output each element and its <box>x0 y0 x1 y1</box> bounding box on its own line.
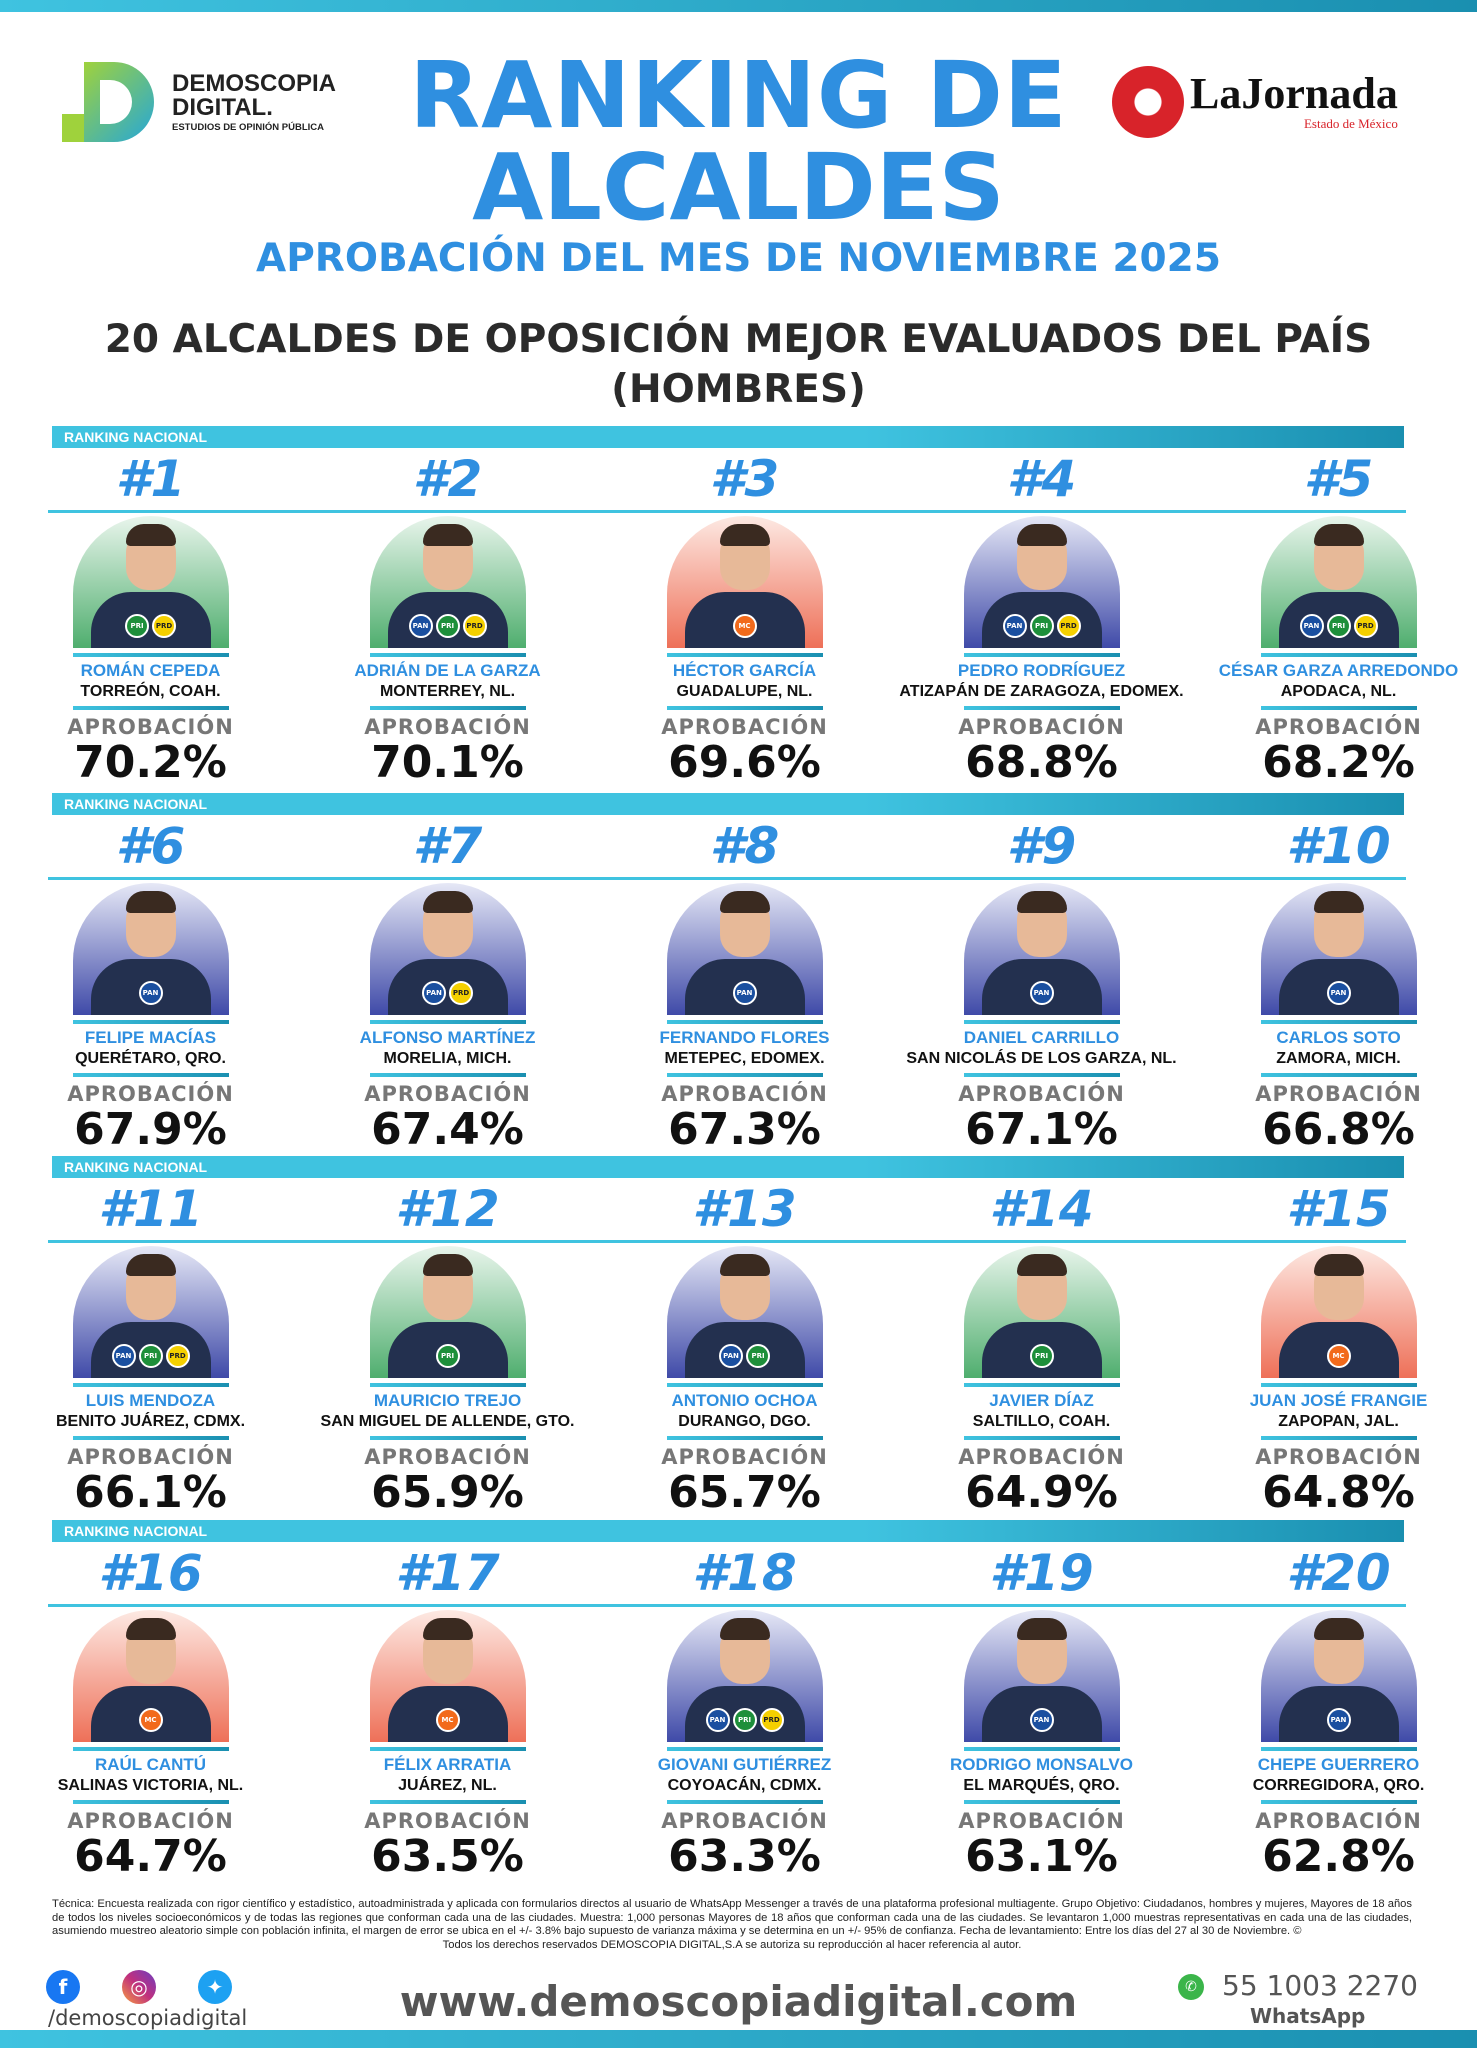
party-badges <box>1261 1708 1417 1732</box>
name-divider <box>73 1020 229 1024</box>
mayor-photo <box>667 516 823 648</box>
mayor-card <box>893 1544 1190 1880</box>
name-divider <box>964 653 1120 657</box>
name-divider <box>667 653 823 657</box>
rank-number: #19 <box>989 1544 1094 1602</box>
city-divider <box>667 706 823 710</box>
mayor-name: FERNANDO FLORES <box>659 1028 830 1047</box>
mayor-city: COYOACÁN, CDMX. <box>667 1777 822 1794</box>
mayor-card <box>299 1180 596 1516</box>
rank-number: #18 <box>692 1544 797 1602</box>
mayor-name: ANTONIO OCHOA <box>671 1391 818 1410</box>
mayor-name: RODRIGO MONSALVO <box>950 1755 1133 1774</box>
rank-number: #16 <box>98 1544 203 1602</box>
approval-value: 64.7% <box>74 1831 227 1882</box>
facebook-icon[interactable]: f <box>46 1970 80 2004</box>
mayor-city: EL MARQUÉS, QRO. <box>963 1777 1120 1794</box>
title-line-2: ALCALDES <box>472 134 1005 241</box>
person-hair <box>1314 1254 1364 1276</box>
mayor-card <box>596 1544 893 1880</box>
person-hair <box>720 891 770 913</box>
mayor-name: ROMÁN CEPEDA <box>80 661 221 680</box>
party-pri-icon: PRI <box>1030 1344 1054 1368</box>
mayor-name: DANIEL CARRILLO <box>963 1028 1120 1047</box>
city-divider <box>1261 1436 1417 1440</box>
name-divider <box>370 1383 526 1387</box>
rank-number: #1 <box>115 450 186 508</box>
party-badges <box>1261 981 1417 1005</box>
approval-label: APROBACIÓN <box>1255 715 1422 739</box>
mayor-name: CARLOS SOTO <box>1276 1028 1401 1047</box>
mayor-name: CHEPE GUERRERO <box>1257 1755 1420 1774</box>
mayor-city: ATIZAPÁN DE ZARAGOZA, EDOMEX. <box>899 683 1184 700</box>
mayor-card <box>596 1180 893 1516</box>
name-divider <box>1261 1383 1417 1387</box>
approval-label: APROBACIÓN <box>1255 1445 1422 1469</box>
mayor-card <box>1190 1180 1477 1516</box>
mayor-photo <box>1261 883 1417 1015</box>
mayor-city: SAN NICOLÁS DE LOS GARZA, NL. <box>906 1050 1177 1067</box>
party-pan-icon: PAN <box>139 981 163 1005</box>
name-divider <box>370 1020 526 1024</box>
rank-number: #17 <box>395 1544 500 1602</box>
party-prd-icon: PRD <box>1057 614 1081 638</box>
party-badges <box>73 1708 229 1732</box>
logo-text-2: DIGITAL. <box>172 93 273 121</box>
party-pan-icon: PAN <box>1327 981 1351 1005</box>
person-hair <box>1314 1618 1364 1640</box>
person-hair <box>423 1254 473 1276</box>
subtitle: APROBACIÓN DEL MES DE NOVIEMBRE 2025 <box>256 236 1221 281</box>
rank-number: #5 <box>1303 450 1374 508</box>
approval-label: APROBACIÓN <box>661 1445 828 1469</box>
mayor-photo <box>73 1246 229 1378</box>
whatsapp-icon: ✆ <box>1178 1974 1204 2000</box>
party-badges <box>370 1708 526 1732</box>
mayor-photo <box>1261 1246 1417 1378</box>
mayor-name: MAURICIO TREJO <box>373 1391 522 1410</box>
name-divider <box>964 1020 1120 1024</box>
party-badges <box>370 1344 526 1368</box>
mayor-card <box>2 1180 299 1516</box>
person-hair <box>126 524 176 546</box>
party-pri-icon: PRI <box>436 1344 460 1368</box>
party-pri-icon: PRI <box>436 614 460 638</box>
whatsapp-label: WhatsApp <box>1250 2004 1366 2028</box>
mayor-card <box>299 450 596 786</box>
title-line-1: RANKING DE <box>409 42 1068 149</box>
person-hair <box>126 1254 176 1276</box>
party-prd-icon: PRD <box>463 614 487 638</box>
mayor-name: ADRIÁN DE LA GARZA <box>354 661 541 680</box>
approval-label: APROBACIÓN <box>364 1082 531 1106</box>
approval-value: 67.3% <box>668 1104 821 1155</box>
mayor-photo <box>370 1610 526 1742</box>
mayor-photo <box>1261 516 1417 648</box>
ranking-section-bar: RANKING NACIONAL <box>52 426 1404 448</box>
name-divider <box>667 1020 823 1024</box>
city-divider <box>73 1073 229 1077</box>
mayor-photo <box>964 1610 1120 1742</box>
city-divider <box>73 1436 229 1440</box>
party-pan-icon: PAN <box>112 1344 136 1368</box>
mayor-photo <box>964 1246 1120 1378</box>
mayor-city: SALTILLO, COAH. <box>972 1413 1111 1430</box>
bottom-accent-bar <box>0 2030 1477 2048</box>
name-divider <box>1261 1747 1417 1751</box>
mayor-city: METEPEC, EDOMEX. <box>664 1050 825 1067</box>
name-divider <box>964 1383 1120 1387</box>
party-badges <box>370 614 526 638</box>
rank-number: #9 <box>1006 817 1077 875</box>
name-divider <box>73 1383 229 1387</box>
approval-value: 67.9% <box>74 1104 227 1155</box>
city-divider <box>73 1800 229 1804</box>
name-divider <box>1261 1020 1417 1024</box>
city-divider <box>964 1436 1120 1440</box>
approval-value: 63.1% <box>965 1831 1118 1882</box>
approval-label: APROBACIÓN <box>67 1082 234 1106</box>
name-divider <box>73 1747 229 1751</box>
rank-number: #13 <box>692 1180 797 1238</box>
instagram-icon[interactable]: ◎ <box>122 1970 156 2004</box>
party-badges <box>370 981 526 1005</box>
party-pri-icon: PRI <box>139 1344 163 1368</box>
city-divider <box>1261 1800 1417 1804</box>
approval-label: APROBACIÓN <box>67 715 234 739</box>
approval-value: 62.8% <box>1262 1831 1415 1882</box>
mayor-city: SAN MIGUEL DE ALLENDE, GTO. <box>320 1413 575 1430</box>
rank-number: #6 <box>115 817 186 875</box>
city-divider <box>73 706 229 710</box>
mayor-card <box>596 817 893 1153</box>
approval-value: 65.7% <box>668 1467 821 1518</box>
mayor-city: GUADALUPE, NL. <box>676 683 813 700</box>
person-hair <box>423 524 473 546</box>
approval-label: APROBACIÓN <box>364 715 531 739</box>
party-prd-icon: PRD <box>166 1344 190 1368</box>
ranking-section-bar: RANKING NACIONAL <box>52 793 1404 815</box>
mayor-card <box>1190 817 1477 1153</box>
name-divider <box>370 653 526 657</box>
rank-number: #7 <box>412 817 483 875</box>
party-pan-icon: PAN <box>1003 614 1027 638</box>
party-badges <box>667 614 823 638</box>
mayor-card <box>893 450 1190 786</box>
party-badges <box>964 1344 1120 1368</box>
mayor-name: GIOVANI GUTIÉRREZ <box>657 1755 832 1774</box>
party-pan-icon: PAN <box>1327 1708 1351 1732</box>
ranking-section-bar: RANKING NACIONAL <box>52 1520 1404 1542</box>
mayor-card <box>893 817 1190 1153</box>
party-badges <box>964 981 1120 1005</box>
mayor-city: ZAPOPAN, JAL. <box>1278 1413 1399 1430</box>
approval-label: APROBACIÓN <box>364 1809 531 1833</box>
city-divider <box>370 1436 526 1440</box>
name-divider <box>964 1747 1120 1751</box>
approval-label: APROBACIÓN <box>958 1445 1125 1469</box>
mayor-card <box>596 450 893 786</box>
phone-number[interactable]: 55 1003 2270 <box>1222 1969 1418 2002</box>
mayor-city: DURANGO, DGO. <box>678 1413 811 1430</box>
mayor-photo <box>667 1246 823 1378</box>
party-prd-icon: PRD <box>152 614 176 638</box>
approval-label: APROBACIÓN <box>67 1445 234 1469</box>
party-pan-icon: PAN <box>706 1708 730 1732</box>
logo-text-1: DEMOSCOPIA <box>172 69 337 97</box>
mayor-name: RAÚL CANTÚ <box>94 1755 207 1774</box>
approval-value: 66.1% <box>74 1467 227 1518</box>
city-divider <box>370 706 526 710</box>
mayor-photo <box>667 883 823 1015</box>
footer-text <box>52 1898 1412 1952</box>
mayor-photo <box>667 1610 823 1742</box>
approval-value: 69.6% <box>668 737 821 788</box>
approval-label: APROBACIÓN <box>364 1445 531 1469</box>
mayor-name: FÉLIX ARRATIA <box>383 1755 512 1774</box>
mayor-city: APODACA, NL. <box>1280 683 1397 700</box>
mayor-card <box>2 1544 299 1880</box>
party-badges <box>1261 1344 1417 1368</box>
approval-value: 64.8% <box>1262 1467 1415 1518</box>
party-pan-icon: PAN <box>422 981 446 1005</box>
party-pan-icon: PAN <box>1030 981 1054 1005</box>
party-pan-icon: PAN <box>1030 1708 1054 1732</box>
city-divider <box>1261 1073 1417 1077</box>
approval-value: 70.1% <box>371 737 524 788</box>
approval-label: APROBACIÓN <box>958 1809 1125 1833</box>
ranking-section-bar: RANKING NACIONAL <box>52 1156 1404 1178</box>
rank-number: #3 <box>709 450 780 508</box>
city-divider <box>964 706 1120 710</box>
mayor-photo <box>370 883 526 1015</box>
mayor-photo <box>964 516 1120 648</box>
mayor-name: HÉCTOR GARCÍA <box>672 661 817 680</box>
approval-value: 65.9% <box>371 1467 524 1518</box>
party-pan-icon: PAN <box>409 614 433 638</box>
approval-label: APROBACIÓN <box>661 1082 828 1106</box>
rank-number: #2 <box>412 450 483 508</box>
approval-label: APROBACIÓN <box>661 715 828 739</box>
la-jornada-name: LaJornada <box>1190 69 1398 118</box>
mayor-photo <box>73 516 229 648</box>
person-hair <box>1314 891 1364 913</box>
city-divider <box>370 1800 526 1804</box>
party-badges <box>1261 614 1417 638</box>
name-divider <box>370 1747 526 1751</box>
rank-number: #8 <box>709 817 780 875</box>
mayor-card <box>2 817 299 1153</box>
person-hair <box>423 1618 473 1640</box>
mayor-city: CORREGIDORA, QRO. <box>1252 1777 1425 1794</box>
approval-label: APROBACIÓN <box>958 715 1125 739</box>
party-pan-icon: PAN <box>1300 614 1324 638</box>
twitter-icon[interactable]: ✦ <box>198 1970 232 2004</box>
mayor-name: CÉSAR GARZA ARREDONDO <box>1218 661 1459 680</box>
logo-text-3: ESTUDIOS DE OPINIÓN PÚBLICA <box>172 121 325 133</box>
mayor-card <box>299 817 596 1153</box>
name-divider <box>73 653 229 657</box>
person-hair <box>720 1618 770 1640</box>
mayor-name: FELIPE MACÍAS <box>84 1028 217 1047</box>
party-prd-icon: PRD <box>449 981 473 1005</box>
la-jornada-sun-icon <box>1112 66 1184 138</box>
city-divider <box>370 1073 526 1077</box>
person-hair <box>126 891 176 913</box>
mayor-card <box>893 1180 1190 1516</box>
mayor-city: ZAMORA, MICH. <box>1276 1050 1401 1067</box>
approval-value: 66.8% <box>1262 1104 1415 1155</box>
heading: 20 ALCALDES DE OPOSICIÓN MEJOR EVALUADOS DEL PAÍS <box>104 317 1373 362</box>
party-pri-icon: PRI <box>733 1708 757 1732</box>
party-badges <box>667 981 823 1005</box>
person-hair <box>1017 891 1067 913</box>
party-mc-icon: MC <box>733 614 757 638</box>
mayor-name: JUAN JOSÉ FRANGIE <box>1249 1391 1428 1410</box>
approval-value: 68.2% <box>1262 737 1415 788</box>
approval-value: 63.3% <box>668 1831 821 1882</box>
rights-text: Todos los derechos reservados DEMOSCOPIA DIGITAL,S.A se autoriza su reproducción al hacer referencia al autor. <box>442 1938 1022 1951</box>
approval-value: 68.8% <box>965 737 1118 788</box>
mayor-card <box>1190 1544 1477 1880</box>
person-hair <box>1314 524 1364 546</box>
approval-value: 64.9% <box>965 1467 1118 1518</box>
mayor-card <box>2 450 299 786</box>
mayor-card <box>1190 450 1477 786</box>
social-handle[interactable]: /demoscopiadigital <box>48 2006 248 2030</box>
rank-number: #12 <box>395 1180 500 1238</box>
mayor-city: TORREÓN, COAH. <box>80 683 221 700</box>
name-divider <box>667 1383 823 1387</box>
city-divider <box>667 1073 823 1077</box>
city-divider <box>667 1436 823 1440</box>
city-divider <box>1261 706 1417 710</box>
approval-label: APROBACIÓN <box>67 1809 234 1833</box>
person-hair <box>720 1254 770 1276</box>
rank-number: #15 <box>1286 1180 1391 1238</box>
party-badges <box>73 1344 229 1368</box>
heading-sub: (HOMBRES) <box>611 367 866 412</box>
mayor-photo <box>370 516 526 648</box>
mayor-name: JAVIER DÍAZ <box>989 1391 1094 1410</box>
rank-number: #4 <box>1006 450 1077 508</box>
rank-number: #11 <box>98 1180 203 1238</box>
party-badges <box>964 614 1120 638</box>
name-divider <box>667 1747 823 1751</box>
rank-number: #10 <box>1286 817 1391 875</box>
approval-value: 70.2% <box>74 737 227 788</box>
party-prd-icon: PRD <box>760 1708 784 1732</box>
party-pan-icon: PAN <box>733 981 757 1005</box>
mayor-city: BENITO JUÁREZ, CDMX. <box>55 1413 246 1430</box>
party-prd-icon: PRD <box>1354 614 1378 638</box>
mayor-name: PEDRO RODRÍGUEZ <box>957 661 1126 680</box>
mayor-city: QUERÉTARO, QRO. <box>75 1050 226 1067</box>
party-pri-icon: PRI <box>125 614 149 638</box>
person-hair <box>126 1618 176 1640</box>
mayor-city: JUÁREZ, NL. <box>398 1777 497 1794</box>
mayor-city: MORELIA, MICH. <box>383 1050 512 1067</box>
party-pri-icon: PRI <box>1327 614 1351 638</box>
party-badges <box>73 614 229 638</box>
approval-label: APROBACIÓN <box>1255 1082 1422 1106</box>
person-hair <box>1017 1254 1067 1276</box>
mayor-name: LUIS MENDOZA <box>85 1391 216 1410</box>
party-pri-icon: PRI <box>746 1344 770 1368</box>
top-accent-bar <box>0 0 1477 12</box>
approval-value: 67.4% <box>371 1104 524 1155</box>
approval-label: APROBACIÓN <box>1255 1809 1422 1833</box>
la-jornada-logo <box>1112 66 1398 138</box>
city-divider <box>667 1800 823 1804</box>
person-hair <box>1017 524 1067 546</box>
party-pri-icon: PRI <box>1030 614 1054 638</box>
mayor-name: ALFONSO MARTÍNEZ <box>359 1028 536 1047</box>
city-divider <box>964 1073 1120 1077</box>
mayor-city: MONTERREY, NL. <box>379 683 516 700</box>
approval-label: APROBACIÓN <box>661 1809 828 1833</box>
party-mc-icon: MC <box>1327 1344 1351 1368</box>
rank-number: #14 <box>989 1180 1094 1238</box>
la-jornada-sub: Estado de México <box>1303 116 1398 131</box>
person-hair <box>1017 1618 1067 1640</box>
party-badges <box>73 981 229 1005</box>
mayor-card <box>299 1544 596 1880</box>
mayor-photo <box>73 883 229 1015</box>
city-divider <box>964 1800 1120 1804</box>
mayor-city: SALINAS VICTORIA, NL. <box>57 1777 244 1794</box>
party-badges <box>964 1708 1120 1732</box>
person-hair <box>720 524 770 546</box>
rank-number: #20 <box>1286 1544 1391 1602</box>
mayor-photo <box>73 1610 229 1742</box>
party-mc-icon: MC <box>139 1708 163 1732</box>
mayor-photo <box>370 1246 526 1378</box>
website-link[interactable]: www.demoscopiadigital.com <box>399 1977 1078 2026</box>
name-divider <box>1261 653 1417 657</box>
party-badges <box>667 1708 823 1732</box>
approval-value: 63.5% <box>371 1831 524 1882</box>
mayor-photo <box>1261 1610 1417 1742</box>
person-hair <box>423 891 473 913</box>
party-mc-icon: MC <box>436 1708 460 1732</box>
methodology-text: Técnica: Encuesta realizada con rigor científico y estadístico, autoadministrada y aplicada con formularios directos al usuario de WhatsApp Messenger a través de una plataforma profesional multiagente. Grupo Objetivo: Ciudadanos, hombres y mujeres, Mayores de 18 años de todos los niveles socioeconómicos y de todas las regiones que conforman cada una de las ciudades. Muestra: 1,000 personas Mayores de 18 años que conforman cada una de las ciudades. Se levantaron 1,000 muestras representativas en cada una de las ciudades, asumiendo muestreo aleatorio simple con población infinita, el margen de error se ubica en el +/- 3.8% bajo supuesto de varianza máxima y se determina en un +/- 95% de confianza. Fecha de levantamiento: Entre los días del 27 al 30 de Noviembre. © <box>52 1898 1412 1937</box>
approval-label: APROBACIÓN <box>958 1082 1125 1106</box>
approval-value: 67.1% <box>965 1104 1118 1155</box>
party-pan-icon: PAN <box>719 1344 743 1368</box>
party-badges <box>667 1344 823 1368</box>
mayor-photo <box>964 883 1120 1015</box>
